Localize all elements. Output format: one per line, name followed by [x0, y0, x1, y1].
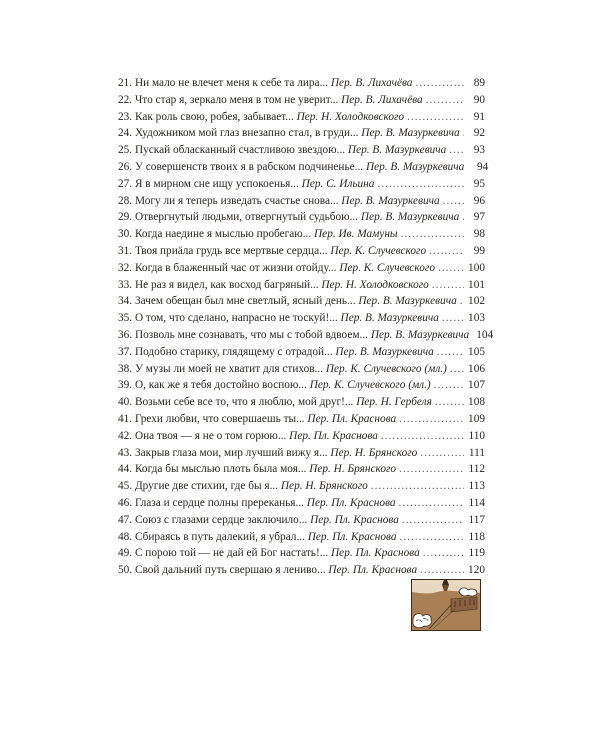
toc-entry: [118, 226, 485, 243]
entry-number: 46.: [118, 496, 133, 509]
entry-number: 41.: [118, 412, 133, 425]
entry-page-number: 108: [468, 396, 485, 409]
dot-leader: [377, 176, 464, 193]
toc-entry-title: [118, 411, 396, 428]
entry-page-number: 92: [473, 127, 485, 140]
entry-first-line: Твоя приäла грудь все мертвые сердца...: [134, 244, 328, 257]
entry-first-line: Грехи любви, что совершаешь ты...: [134, 412, 305, 425]
entry-page-number: 118: [468, 530, 485, 543]
entry-page-number: 103: [468, 312, 485, 325]
entry-page-number: 119: [468, 547, 485, 560]
entry-page-number: 110: [468, 429, 485, 442]
toc-entry: [118, 529, 485, 546]
entry-number: 47.: [118, 513, 133, 526]
dot-leader: [438, 260, 464, 277]
entry-translator: Пер. К. Случевского: [330, 244, 427, 257]
toc-entry: [118, 310, 485, 327]
entry-first-line: Она твоя — я не о том горюю...: [134, 429, 287, 442]
dot-leader: [442, 310, 464, 327]
entry-number: 30.: [118, 228, 133, 241]
toc-entry-title: [118, 193, 440, 210]
entry-first-line: Художником мой глаз внезапно стал, в груди...: [134, 127, 359, 140]
toc-entry-title: [118, 310, 439, 327]
toc-entry-title: [118, 75, 412, 92]
toc-entry: [118, 109, 485, 126]
entry-number: 21.: [118, 77, 133, 89]
toc-entry-title: [118, 209, 459, 226]
toc-entry: [118, 193, 485, 210]
toc-entry-title: [118, 529, 397, 546]
dot-leader: [450, 361, 464, 378]
entry-number: 25.: [118, 144, 133, 157]
toc-entry: [118, 361, 485, 378]
toc-entry: [118, 428, 485, 445]
toc-entry-title: [118, 495, 396, 512]
toc-entry: [118, 445, 485, 462]
entry-page-number: 102: [468, 295, 485, 308]
dot-leader: [423, 545, 464, 562]
toc-entry-title: [118, 109, 404, 126]
toc-entry-title: [118, 361, 447, 378]
entry-number: 32.: [118, 261, 133, 274]
dot-leader: [432, 277, 464, 294]
entry-translator: Пер. В. Мазуркевича: [370, 328, 470, 341]
toc-entry-title: [118, 293, 457, 310]
toc-entry: [118, 142, 485, 159]
entry-translator: Пер. Ив. Мамуны: [314, 228, 398, 241]
entry-translator: Пер. Пл. Краснова: [331, 547, 420, 560]
toc-entry: [118, 159, 489, 176]
dot-leader: [463, 125, 464, 142]
dot-leader: [407, 109, 464, 126]
entry-first-line: Другие две стихии, где бы я...: [134, 480, 279, 493]
entry-first-line: Ни мало не влечет меня к себе та лира...: [134, 77, 329, 89]
toc-entry-title: [118, 394, 432, 411]
toc-entry: [118, 209, 485, 226]
entry-page-number: 101: [468, 278, 485, 291]
toc-entry-title: [118, 260, 435, 277]
toc-entry: [118, 562, 485, 579]
entry-page-number: 100: [468, 261, 485, 274]
entry-number: 28.: [118, 194, 133, 207]
entry-first-line: Я в мирном сне ищу успокоенья...: [134, 177, 299, 190]
entry-page-number: 96: [473, 194, 485, 207]
entry-page-number: 95: [473, 177, 485, 190]
entry-translator: Пер. В. Лихачёва: [341, 93, 423, 106]
entry-translator: Пер. Н. Брянского: [309, 463, 397, 476]
entry-translator: Пер. В. Мазуркевича: [335, 345, 434, 358]
entry-number: 40.: [118, 396, 133, 409]
entry-number: 34.: [118, 295, 133, 308]
dot-leader: [415, 75, 464, 92]
entry-translator: Пер. В. Мазуркевича: [358, 295, 457, 308]
entry-number: 49.: [118, 547, 133, 560]
entry-translator: Пер. В. Лихачёва: [330, 77, 413, 89]
entry-first-line: О том, что сделано, напрасно не тоскуй!...: [134, 312, 338, 325]
dot-leader: [460, 293, 464, 310]
dot-leader: [435, 394, 464, 411]
dot-leader: [449, 142, 464, 159]
entry-translator: Пер. К. Случевского (мл.): [309, 379, 431, 392]
toc-entry-title: [118, 428, 378, 445]
entry-first-line: Свой дальний путь свершаю я лениво...: [134, 564, 326, 577]
toc-entry: [118, 277, 485, 294]
entry-translator: Пер. Н. Гербеля: [356, 396, 432, 409]
entry-first-line: Что стар я, зеркало меня в том не уверит...: [134, 93, 339, 106]
entry-number: 45.: [118, 480, 133, 493]
toc-entry-title: [118, 562, 417, 579]
entry-translator: Пер. В. Мазуркевича: [361, 127, 460, 140]
toc-entry: [118, 478, 485, 495]
dot-leader: [443, 193, 464, 210]
entry-first-line: Позволь мне сознавать, что мы с тобой вдвоем...: [134, 328, 368, 341]
toc-entry-title: [118, 176, 374, 193]
dot-leader: [462, 209, 464, 226]
entry-first-line: Когда наедине я мыслью пробегаю...: [134, 228, 312, 241]
entry-page-number: 107: [468, 379, 485, 392]
toc-entry-title: [118, 142, 446, 159]
entry-first-line: О, как же я тебя достойно воспою...: [134, 379, 307, 392]
entry-number: 24.: [118, 127, 133, 140]
entry-number: 36.: [118, 328, 133, 341]
toc-entry: [118, 377, 485, 394]
entry-first-line: Не раз я видел, как восход багряный...: [134, 278, 319, 291]
toc-entry-title: [118, 545, 420, 562]
entry-page-number: 111: [468, 446, 485, 459]
toc-entry: [118, 411, 485, 428]
entry-page-number: 97: [473, 211, 485, 224]
toc-entry-title: [118, 512, 399, 529]
dot-leader: [401, 226, 464, 243]
entry-first-line: Отвергнутый людьми, отвергнутый судьбою...: [134, 211, 359, 224]
entry-number: 42.: [118, 429, 133, 442]
entry-first-line: Союз с глазами сердце заключило...: [134, 513, 308, 526]
entry-page-number: 120: [468, 564, 485, 577]
entry-number: 50.: [118, 564, 133, 577]
entry-number: 29.: [118, 211, 133, 224]
entry-translator: Пер. Пл. Краснова: [328, 564, 418, 577]
toc-entry: [118, 125, 485, 142]
entry-page-number: 106: [468, 362, 485, 375]
entry-translator: Пер. Н. Холодковского: [296, 110, 405, 123]
table-of-contents: [118, 75, 494, 579]
entry-translator: Пер. В. Мазуркевича: [347, 144, 447, 157]
toc-entry: [118, 495, 485, 512]
toc-entry-title: [118, 243, 426, 260]
toc-entry: [118, 461, 485, 478]
entry-page-number: 109: [468, 412, 485, 425]
entry-translator: Пер. К. Случевского: [339, 261, 435, 274]
entry-number: 35.: [118, 312, 133, 325]
entry-page-number: 99: [473, 244, 485, 257]
toc-entry-title: [118, 92, 423, 109]
entry-number: 27.: [118, 177, 133, 190]
toc-entry: [118, 327, 494, 344]
entry-first-line: Могу ли я теперь изведать счастье снова...: [134, 194, 339, 207]
entry-page-number: 89: [473, 77, 485, 89]
toc-entry: [118, 512, 485, 529]
dot-leader: [399, 461, 464, 478]
entry-translator: Пер. К. Случевского (мл.): [325, 362, 447, 375]
entry-number: 43.: [118, 446, 133, 459]
toc-entry-title: [118, 125, 460, 142]
entry-translator: Пер. В. Мазуркевича: [340, 312, 439, 325]
entry-page-number: 91: [473, 110, 485, 123]
entry-number: 23.: [118, 110, 133, 123]
entry-number: 33.: [118, 278, 133, 291]
entry-number: 22.: [118, 93, 133, 106]
toc-entry: [118, 545, 485, 562]
dot-leader: [429, 243, 464, 260]
entry-first-line: Как роль свою, робея, забывает...: [134, 110, 294, 123]
entry-translator: Пер. Пл. Краснова: [289, 429, 378, 442]
entry-first-line: Сбираясь в путь далекий, я убрал...: [134, 530, 305, 543]
dot-leader: [437, 344, 464, 361]
dot-leader: [400, 529, 465, 546]
entry-page-number: 114: [468, 496, 485, 509]
entry-translator: Пер. В. Мазуркевича: [360, 211, 460, 224]
toc-entry-title: [118, 478, 368, 495]
toc-entry-title: [118, 327, 469, 344]
toc-entry-title: [118, 277, 429, 294]
dot-leader: [420, 445, 464, 462]
entry-first-line: Возьми себе все то, что я люблю, мой друг!...: [134, 396, 354, 409]
entry-first-line: Закрыв глаза мои, мир лучший вижу я...: [134, 446, 328, 459]
entry-number: 44.: [118, 463, 133, 476]
entry-page-number: 112: [468, 463, 485, 476]
entry-first-line: Зачем обещан был мне светлый, ясный день...: [134, 295, 356, 308]
toc-entry-title: [118, 159, 464, 176]
entry-translator: Пер. В. Мазуркевича: [365, 160, 465, 173]
entry-first-line: У музы ли моей не хватит для стихов...: [134, 362, 324, 375]
toc-entry: [118, 243, 485, 260]
entry-page-number: 94: [477, 160, 489, 173]
entry-page-number: 105: [468, 345, 485, 358]
toc-entry: [118, 260, 485, 277]
entry-first-line: С порою той — не дай ей Бог настать!...: [134, 547, 329, 560]
toc-entry-title: [118, 226, 398, 243]
entry-first-line: Подобно старику, глядящему с отрадой...: [134, 345, 333, 358]
entry-number: 31.: [118, 244, 133, 257]
entry-number: 38.: [118, 362, 133, 375]
toc-entry: [118, 176, 485, 193]
dot-leader: [434, 377, 464, 394]
entry-first-line: Когда в блаженный час от жизни отойду...: [134, 261, 337, 274]
entry-number: 39.: [118, 379, 133, 392]
entry-translator: Пер. Пл. Краснова: [310, 513, 399, 526]
entry-translator: Пер. Н. Брянского: [330, 446, 418, 459]
dot-leader: [399, 411, 464, 428]
toc-entry: [118, 92, 485, 109]
entry-page-number: 93: [473, 144, 485, 157]
decorative-vignette-image: [411, 579, 481, 631]
entry-translator: Пер. Н. Брянского: [280, 480, 368, 493]
entry-translator: Пер. Пл. Краснова: [307, 412, 397, 425]
entry-first-line: Когда бы мыслью плоть была моя...: [134, 463, 307, 476]
entry-first-line: У совершенств твоих я в рабском подчиненье...: [134, 160, 364, 173]
entry-number: 48.: [118, 530, 133, 543]
entry-translator: Пер. Н. Холодковского: [321, 278, 429, 291]
entry-page-number: 90: [473, 93, 485, 106]
toc-entry: [118, 344, 485, 361]
entry-page-number: 117: [468, 513, 485, 526]
toc-entry-title: [118, 461, 396, 478]
entry-number: 37.: [118, 345, 133, 358]
toc-entry: [118, 394, 485, 411]
dot-leader: [381, 428, 464, 445]
toc-entry-title: [118, 377, 431, 394]
entry-translator: Пер. Пл. Краснова: [306, 496, 396, 509]
entry-number: 26.: [118, 160, 133, 173]
entry-page-number: 104: [476, 328, 494, 341]
entry-first-line: Глаза и сердце полны пререканья...: [134, 496, 304, 509]
entry-translator: Пер. Пл. Краснова: [307, 530, 397, 543]
dot-leader: [402, 512, 464, 529]
toc-entry: [118, 293, 485, 310]
dot-leader: [399, 495, 464, 512]
toc-entry-title: [118, 445, 417, 462]
dot-leader: [371, 478, 464, 495]
entry-page-number: 113: [468, 480, 485, 493]
entry-translator: Пер. С. Ильина: [301, 177, 375, 190]
entry-page-number: 98: [473, 228, 485, 241]
toc-entry: [118, 75, 485, 92]
entry-first-line: Пускай обласканный счастливою звездою...: [134, 144, 346, 157]
dot-leader: [426, 92, 464, 109]
entry-translator: Пер. В. Мазуркевича: [341, 194, 440, 207]
dot-leader: [420, 562, 464, 579]
toc-entry-title: [118, 344, 434, 361]
